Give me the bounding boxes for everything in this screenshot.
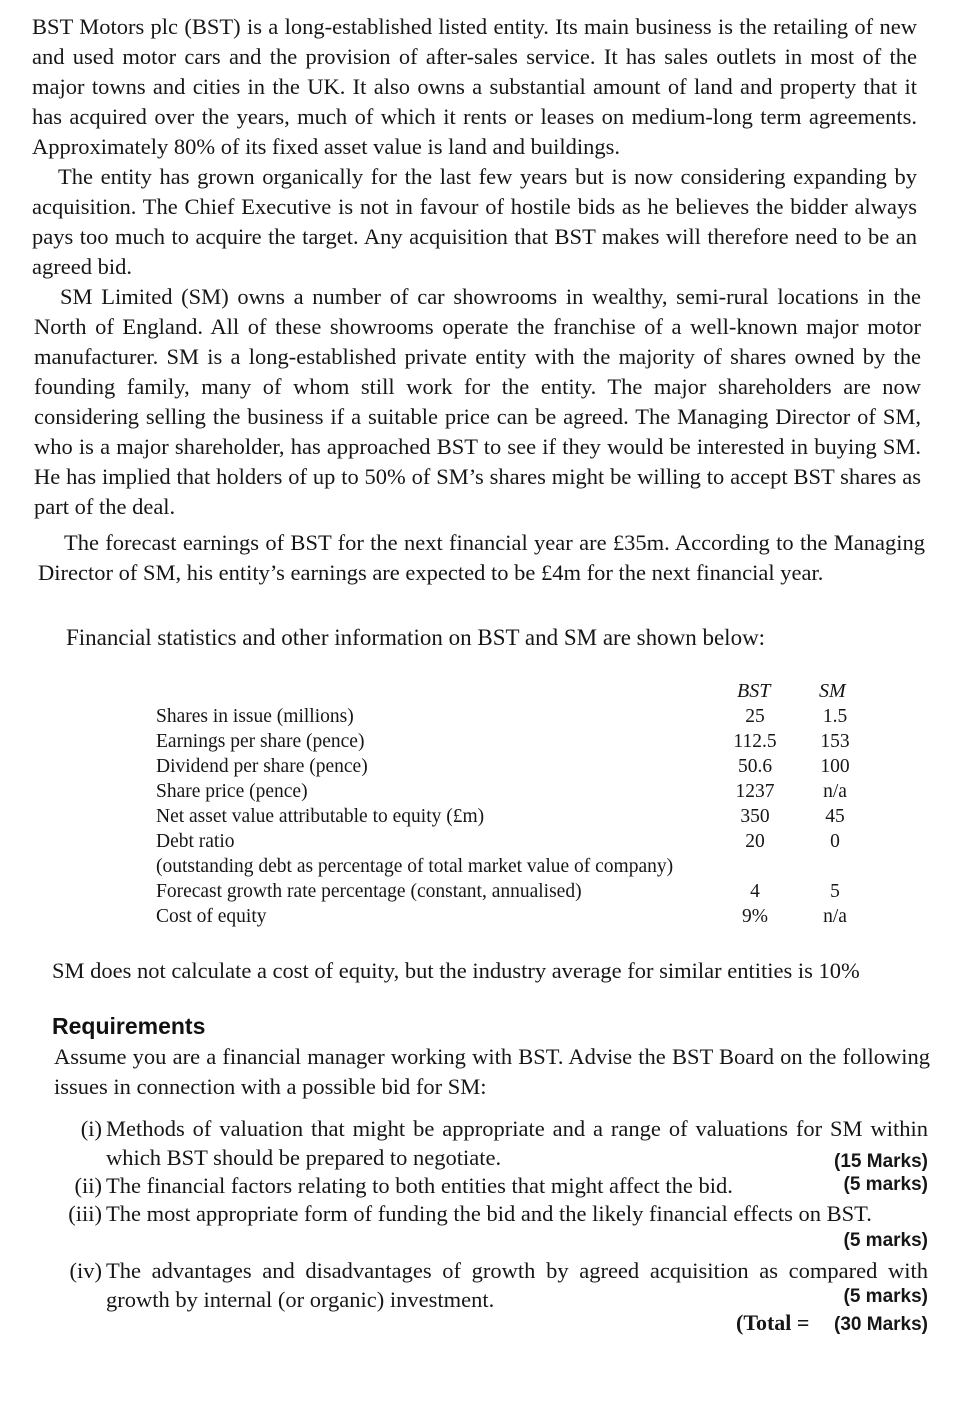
requirement-marks: (5 marks)	[843, 1230, 928, 1251]
paragraph-sm-intro: SM Limited (SM) owns a number of car showrooms in wealthy, semi-rural locations in the North of England. All of these showrooms operate the franchise of a well-known major motor manufacturer. SM is a long-established private entity with the majority of shares owned by the founding family, many of whom still work for the entity. The major shareholders are now considering selling the business if a suitable price can be agreed. The Managing Director of SM, who is a major shareholder, has approached BST to see if they would be interested in buying SM. He has implied that holders of up to 50% of SM’s shares might be willing to accept BST shares as part of the deal.	[34, 284, 921, 519]
column-header-sm: SM	[819, 680, 846, 702]
row-label: Net asset value attributable to equity (£m)	[156, 806, 485, 827]
sm-value: 0	[830, 831, 840, 852]
bst-value: 20	[745, 831, 765, 852]
bst-value: 112.5	[733, 731, 777, 752]
paragraph-forecast-earnings: The forecast earnings of BST for the next financial year are £35m. According to the Managing Director of SM, his entity’s earnings are expected to be £4m for the next financial year.	[38, 530, 925, 585]
row-label: Shares in issue (millions)	[156, 706, 354, 727]
sm-value: n/a	[823, 906, 847, 927]
table-row	[150, 879, 870, 904]
requirement-text: The most appropriate form of funding the bid and the likely financial effects on BST.	[106, 1201, 872, 1226]
table-row	[150, 829, 870, 854]
sm-value: 1.5	[822, 706, 848, 727]
row-label: Share price (pence)	[156, 781, 308, 802]
bst-value: 4	[750, 881, 760, 902]
requirement-number: (i)	[80, 1116, 102, 1141]
column-header-bst: BST	[737, 680, 771, 702]
requirement-number: (ii)	[74, 1173, 102, 1198]
table-row	[150, 779, 870, 804]
sm-value: n/a	[823, 781, 847, 802]
requirement-text: Methods of valuation that might be appropriate and a range of valuations for SM within which BST should be prepared to negotiate.	[106, 1116, 928, 1170]
row-label: Cost of equity	[156, 906, 267, 927]
table-row	[150, 854, 870, 879]
table-row	[150, 804, 870, 829]
total-label: (Total =	[736, 1310, 810, 1335]
paragraph-cost-of-equity-note: SM does not calculate a cost of equity, but the industry average for similar entities is 10%	[52, 958, 860, 983]
requirement-text: The financial factors relating to both entities that might affect the bid.	[106, 1173, 733, 1198]
sm-value: 5	[830, 881, 840, 902]
paragraph-bst-intro: BST Motors plc (BST) is a long-established listed entity. Its main business is the retailing of new and used motor cars and the provision of after-sales service. It has sales outlets in most of the major towns and cities in the UK. It also owns a substantial amount of land and property that it has acquired over the years, much of which it rents or leases on medium-long term agreements. Approximately 80% of its fixed asset value is land and buildings.	[32, 14, 917, 159]
row-label: Debt ratio	[156, 831, 235, 852]
requirement-marks: (5 marks)	[843, 1174, 928, 1195]
requirement-text: The advantages and disadvantages of growth by agreed acquisition as compared with growth by internal (or organic) investment.	[106, 1258, 928, 1312]
sm-value: 100	[820, 756, 850, 777]
total-marks: (30 Marks)	[834, 1314, 928, 1335]
bst-value: 350	[740, 806, 770, 827]
bst-value: 1237	[735, 781, 775, 802]
bst-value: 9%	[742, 906, 768, 927]
row-label: Forecast growth rate percentage (constant, annualised)	[156, 881, 582, 902]
requirement-number: (iv)	[69, 1258, 102, 1283]
bst-value: 50.6	[737, 756, 773, 777]
bst-value: 25	[745, 706, 765, 727]
requirement-marks: (5 marks)	[843, 1286, 928, 1307]
requirement-marks: (15 Marks)	[834, 1151, 928, 1172]
requirements-intro: Assume you are a financial manager working with BST. Advise the BST Board on the following issues in connection with a possible bid for SM:	[54, 1044, 930, 1099]
row-label: Dividend per share (pence)	[156, 756, 368, 777]
paragraph-stats-intro: Financial statistics and other information on BST and SM are shown below:	[66, 625, 766, 650]
requirements-heading: Requirements	[52, 1013, 206, 1039]
sm-value: 153	[820, 731, 850, 752]
row-label: (outstanding debt as percentage of total market value of company)	[156, 856, 674, 877]
sm-value: 45	[825, 806, 845, 827]
table-row	[150, 729, 870, 754]
table-row	[150, 754, 870, 779]
table-row	[150, 904, 870, 929]
paragraph-growth: The entity has grown organically for the last few years but is now considering expanding by acquisition. The Chief Executive is not in favour of hostile bids as he believes the bidder always pays too much to acquire the target. Any acquisition that BST makes will therefore need to be an agreed bid.	[32, 164, 917, 279]
table-row	[150, 704, 870, 729]
row-label: Earnings per share (pence)	[156, 731, 365, 752]
requirement-number: (iii)	[68, 1201, 102, 1226]
